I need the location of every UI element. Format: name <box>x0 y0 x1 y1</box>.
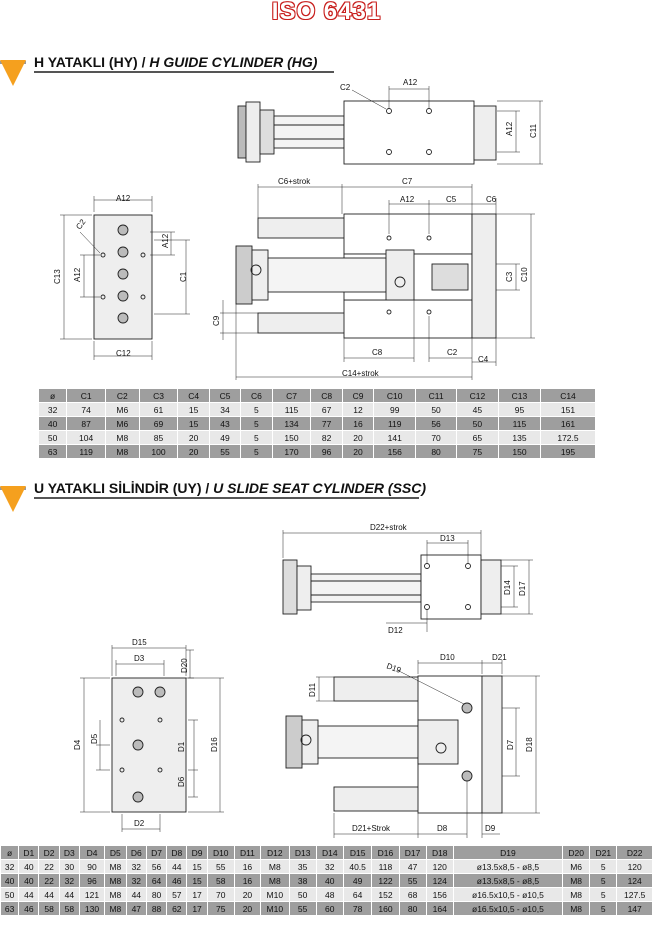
table-cell: 75 <box>207 902 234 916</box>
table-cell: 40 <box>19 874 39 888</box>
column-header: C1 <box>67 389 106 403</box>
table-cell: 119 <box>374 417 416 431</box>
label-c7: C7 <box>402 177 413 186</box>
column-header: D3 <box>59 846 79 860</box>
label-a12-top: A12 <box>403 78 418 87</box>
column-header: D5 <box>105 846 127 860</box>
column-header: D4 <box>79 846 104 860</box>
table-cell: 5 <box>590 888 617 902</box>
label-c2-top: C2 <box>340 83 351 92</box>
table-cell: 156 <box>374 445 416 459</box>
table-cell: 44 <box>19 888 39 902</box>
column-header: D7 <box>146 846 166 860</box>
table-cell: M10 <box>261 902 290 916</box>
table-cell: 120 <box>426 860 453 874</box>
table-cell: 43 <box>209 417 240 431</box>
table-cell: 35 <box>289 860 316 874</box>
table-cell: 115 <box>498 417 540 431</box>
table-cell: 100 <box>139 445 178 459</box>
table-cell: 46 <box>167 874 187 888</box>
table-cell: 55 <box>209 445 240 459</box>
label-d18: D18 <box>525 737 534 752</box>
table-cell: 172.5 <box>540 431 595 445</box>
label-d3: D3 <box>134 654 145 663</box>
table-cell: 49 <box>209 431 240 445</box>
table-cell: 12 <box>342 403 373 417</box>
column-header: D2 <box>39 846 59 860</box>
table-cell: 64 <box>146 874 166 888</box>
table-cell: 80 <box>416 445 457 459</box>
table-cell: 74 <box>67 403 106 417</box>
column-header: C4 <box>178 389 209 403</box>
u-slide-top-view <box>283 530 533 632</box>
table-cell: 77 <box>311 417 342 431</box>
table-cell: 15 <box>187 874 207 888</box>
column-header: D13 <box>289 846 316 860</box>
heading-plain: U YATAKLI SİLİNDİR (UY) / <box>34 480 214 496</box>
label-d10: D10 <box>440 653 455 662</box>
column-header: D12 <box>261 846 290 860</box>
label-c2-bottom: C2 <box>447 348 458 357</box>
table-cell: 156 <box>426 888 453 902</box>
table-cell: 130 <box>79 902 104 916</box>
table-cell: 32 <box>59 874 79 888</box>
table-cell: 17 <box>187 888 207 902</box>
table-cell: ø16.5x10,5 - ø10,5 <box>453 888 562 902</box>
table-cell: 47 <box>126 902 146 916</box>
column-header: D18 <box>426 846 453 860</box>
label-c6-strok: C6+strok <box>278 177 311 186</box>
label-d13: D13 <box>440 534 455 543</box>
label-d11: D11 <box>308 682 317 697</box>
table-cell: 44 <box>167 860 187 874</box>
label-d20: D20 <box>180 658 189 673</box>
table-cell: 50 <box>416 403 457 417</box>
label-c11: C11 <box>529 123 538 138</box>
table-cell: 141 <box>374 431 416 445</box>
table-cell: 78 <box>343 902 372 916</box>
table-cell: 32 <box>316 860 343 874</box>
table-cell: 49 <box>343 874 372 888</box>
column-header: D14 <box>316 846 343 860</box>
table-cell: 88 <box>146 902 166 916</box>
table-cell: 63 <box>1 902 19 916</box>
table-cell: 58 <box>59 902 79 916</box>
table-cell: 150 <box>498 445 540 459</box>
table-cell: 5 <box>590 874 617 888</box>
table-cell: 161 <box>540 417 595 431</box>
orange-triangle-icon <box>0 486 26 512</box>
table-cell: 124 <box>617 874 653 888</box>
column-header: C11 <box>416 389 457 403</box>
table-cell: M8 <box>105 888 127 902</box>
table-row <box>1 874 653 888</box>
column-header: C8 <box>311 389 342 403</box>
table-cell: 38 <box>289 874 316 888</box>
table-row <box>39 403 596 417</box>
table-cell: 150 <box>272 431 311 445</box>
table-cell: M8 <box>563 902 590 916</box>
table-cell: 20 <box>342 431 373 445</box>
label-d4: D4 <box>73 739 82 750</box>
table-cell: 5 <box>241 431 272 445</box>
column-header: D6 <box>126 846 146 860</box>
column-header: C6 <box>241 389 272 403</box>
table-cell: 32 <box>126 860 146 874</box>
table-cell: 55 <box>399 874 426 888</box>
column-header: D17 <box>399 846 426 860</box>
table-cell: 164 <box>426 902 453 916</box>
table-cell: 80 <box>399 902 426 916</box>
table-cell: M6 <box>106 403 140 417</box>
table-cell: 55 <box>289 902 316 916</box>
label-c3: C3 <box>505 271 514 282</box>
table-cell: 32 <box>39 403 67 417</box>
table-row <box>1 888 653 902</box>
table-cell: M8 <box>105 860 127 874</box>
table-cell: 67 <box>311 403 342 417</box>
table-cell: 64 <box>343 888 372 902</box>
table-cell: 40 <box>1 874 19 888</box>
column-header: D20 <box>563 846 590 860</box>
column-header: C3 <box>139 389 178 403</box>
table-cell: 55 <box>207 860 234 874</box>
table-cell: 124 <box>426 874 453 888</box>
table-cell: 48 <box>316 888 343 902</box>
table-cell: 20 <box>234 902 260 916</box>
table-cell: 68 <box>399 888 426 902</box>
table-cell: 56 <box>146 860 166 874</box>
table-cell: 5 <box>590 860 617 874</box>
label-c9: C9 <box>212 315 221 326</box>
table-cell: 121 <box>79 888 104 902</box>
label-d6: D6 <box>177 776 186 787</box>
column-header: D9 <box>187 846 207 860</box>
table-cell: ø13.5x8,5 - ø8,5 <box>453 860 562 874</box>
label-d8: D8 <box>437 824 448 833</box>
table-cell: 40 <box>39 417 67 431</box>
label-d16: D16 <box>210 737 219 752</box>
table-cell: 16 <box>342 417 373 431</box>
table-cell: 122 <box>372 874 399 888</box>
column-header: C2 <box>106 389 140 403</box>
table-cell: 5 <box>241 417 272 431</box>
label-c10: C10 <box>520 267 529 282</box>
table-cell: 119 <box>67 445 106 459</box>
table-cell: 50 <box>1 888 19 902</box>
label-c13: C13 <box>53 269 62 284</box>
table-cell: 15 <box>178 403 209 417</box>
table-cell: 20 <box>342 445 373 459</box>
table-cell: 147 <box>617 902 653 916</box>
table-cell: ø16.5x10,5 - ø10,5 <box>453 902 562 916</box>
column-header: C12 <box>456 389 498 403</box>
label-a12-side: A12 <box>116 194 131 203</box>
table-cell: M8 <box>105 874 127 888</box>
section-header-u-slide <box>0 480 653 514</box>
column-header: D19 <box>453 846 562 860</box>
label-d21: D21 <box>492 653 507 662</box>
column-header: ø <box>39 389 67 403</box>
label-c8: C8 <box>372 348 383 357</box>
heading-italic: U SLIDE SEAT CYLINDER (SSC) <box>213 480 427 496</box>
table-cell: 45 <box>456 403 498 417</box>
column-header: D1 <box>19 846 39 860</box>
table-cell: 60 <box>316 902 343 916</box>
column-header: ø <box>1 846 19 860</box>
table-cell: 20 <box>178 445 209 459</box>
table-cell: 95 <box>498 403 540 417</box>
table-cell: 80 <box>146 888 166 902</box>
table-cell: 65 <box>456 431 498 445</box>
label-d15: D15 <box>132 638 147 647</box>
table-cell: 96 <box>79 874 104 888</box>
label-c6: C6 <box>486 195 497 204</box>
label-c12: C12 <box>116 349 131 358</box>
table-cell: 152 <box>372 888 399 902</box>
table-cell: 127.5 <box>617 888 653 902</box>
page-title: ISO 6431 <box>271 0 382 25</box>
table-cell: M8 <box>261 874 290 888</box>
table-cell: 56 <box>416 417 457 431</box>
label-d21-strok: D21+Strok <box>352 824 391 833</box>
label-c14-strok: C14+strok <box>342 369 379 378</box>
table-cell: M8 <box>563 874 590 888</box>
table-cell: 5 <box>590 902 617 916</box>
table-cell: 120 <box>617 860 653 874</box>
label-d22-strok: D22+strok <box>370 523 407 532</box>
column-header: D8 <box>167 846 187 860</box>
table-row <box>39 445 596 459</box>
table-cell: 99 <box>374 403 416 417</box>
table-cell: 44 <box>59 888 79 902</box>
label-d5: D5 <box>90 733 99 744</box>
column-header: D11 <box>234 846 260 860</box>
label-d19: D19 <box>385 661 403 675</box>
label-d17: D17 <box>518 581 527 596</box>
table-cell: 160 <box>372 902 399 916</box>
label-c2-side: C2 <box>74 217 88 232</box>
column-header: C5 <box>209 389 240 403</box>
table-cell: 90 <box>79 860 104 874</box>
table-cell: M8 <box>106 445 140 459</box>
u-slide-side-view <box>80 645 224 832</box>
table-cell: 118 <box>372 860 399 874</box>
table-cell: 44 <box>39 888 59 902</box>
label-a12-small: A12 <box>161 233 170 248</box>
table-cell: M8 <box>563 888 590 902</box>
section-title-u-slide <box>34 480 426 496</box>
table-cell: ø13.5x8,5 - ø8,5 <box>453 874 562 888</box>
table-cell: 70 <box>416 431 457 445</box>
label-a12-vertical: A12 <box>73 267 82 282</box>
table-cell: 44 <box>126 888 146 902</box>
table-cell: 115 <box>272 403 311 417</box>
table-cell: 151 <box>540 403 595 417</box>
table-cell: M8 <box>261 860 290 874</box>
table-cell: 47 <box>399 860 426 874</box>
table-cell: 62 <box>167 902 187 916</box>
table-row <box>1 860 653 874</box>
column-header: C7 <box>272 389 311 403</box>
heading-plain: H YATAKLI (HY) / <box>34 54 150 70</box>
table-cell: 63 <box>39 445 67 459</box>
table-cell: M8 <box>106 431 140 445</box>
table-cell: 58 <box>39 902 59 916</box>
table-cell: 61 <box>139 403 178 417</box>
column-header: D10 <box>207 846 234 860</box>
label-c4: C4 <box>478 355 489 364</box>
column-header: D22 <box>617 846 653 860</box>
table-cell: 40 <box>316 874 343 888</box>
table-cell: 5 <box>241 445 272 459</box>
table-cell: 40 <box>19 860 39 874</box>
table-cell: 58 <box>207 874 234 888</box>
u-slide-front-view <box>286 660 540 838</box>
label-d7: D7 <box>506 739 515 750</box>
table-cell: 40.5 <box>343 860 372 874</box>
label-d14: D14 <box>503 580 512 595</box>
u-slide-drawings <box>0 515 653 840</box>
table-cell: 22 <box>39 860 59 874</box>
column-header: C14 <box>540 389 595 403</box>
label-c1: C1 <box>179 271 188 282</box>
table-cell: 34 <box>209 403 240 417</box>
table-cell: M6 <box>106 417 140 431</box>
table-cell: 170 <box>272 445 311 459</box>
column-header: D21 <box>590 846 617 860</box>
table-cell: 69 <box>139 417 178 431</box>
table-row <box>1 902 653 916</box>
table-cell: M10 <box>261 888 290 902</box>
label-a12-right: A12 <box>505 121 514 136</box>
label-a12-front: A12 <box>400 195 415 204</box>
table-cell: 5 <box>241 403 272 417</box>
table-row <box>39 431 596 445</box>
table-cell: 87 <box>67 417 106 431</box>
table-cell: 135 <box>498 431 540 445</box>
section-title-h-guide <box>34 54 317 70</box>
label-c5: C5 <box>446 195 457 204</box>
column-header: C9 <box>342 389 373 403</box>
table-header-row <box>1 846 653 860</box>
table-header-row <box>39 389 596 403</box>
table-cell: 20 <box>234 888 260 902</box>
table-cell: 75 <box>456 445 498 459</box>
table-cell: 20 <box>178 431 209 445</box>
column-header: C13 <box>498 389 540 403</box>
table-cell: 32 <box>1 860 19 874</box>
table-cell: 15 <box>178 417 209 431</box>
column-header: C10 <box>374 389 416 403</box>
heading-italic: H GUIDE CYLINDER (HG) <box>149 54 318 70</box>
table-cell: 57 <box>167 888 187 902</box>
header-underline <box>34 497 419 499</box>
table-cell: 70 <box>207 888 234 902</box>
column-header: D15 <box>343 846 372 860</box>
label-d12: D12 <box>388 626 403 635</box>
table-cell: 50 <box>456 417 498 431</box>
label-d2: D2 <box>134 819 145 828</box>
table-cell: M8 <box>105 902 127 916</box>
table-cell: 96 <box>311 445 342 459</box>
table-row <box>39 417 596 431</box>
table-cell: 195 <box>540 445 595 459</box>
table-cell: 50 <box>39 431 67 445</box>
table-cell: 15 <box>187 860 207 874</box>
label-d9: D9 <box>485 824 496 833</box>
u-slide-dimension-table <box>0 845 653 916</box>
table-cell: 50 <box>289 888 316 902</box>
table-cell: 82 <box>311 431 342 445</box>
table-cell: M6 <box>563 860 590 874</box>
table-cell: 134 <box>272 417 311 431</box>
column-header: D16 <box>372 846 399 860</box>
label-d1: D1 <box>177 741 186 752</box>
h-guide-dimension-table <box>38 388 596 459</box>
table-cell: 32 <box>126 874 146 888</box>
table-cell: 46 <box>19 902 39 916</box>
table-cell: 16 <box>234 874 260 888</box>
table-cell: 22 <box>39 874 59 888</box>
table-cell: 16 <box>234 860 260 874</box>
table-cell: 30 <box>59 860 79 874</box>
table-cell: 17 <box>187 902 207 916</box>
h-guide-top-view <box>238 86 543 164</box>
table-cell: 85 <box>139 431 178 445</box>
table-cell: 104 <box>67 431 106 445</box>
h-guide-drawings <box>0 70 653 385</box>
